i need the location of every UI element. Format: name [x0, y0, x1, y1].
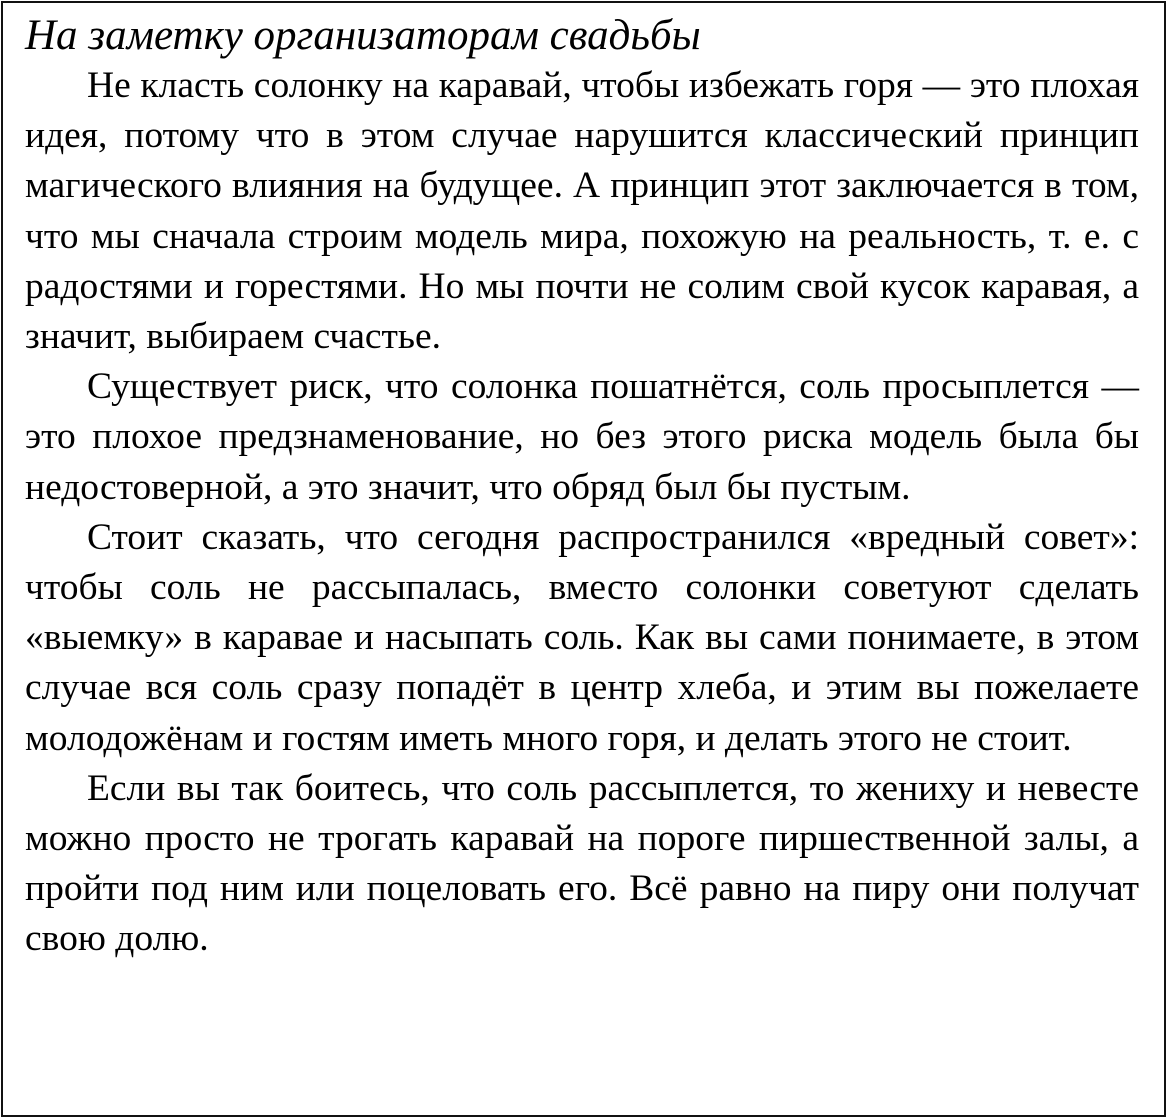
paragraph-2: Существует риск, что солонка пошатнётся, соль просыплется — это плохое предзнаменование, но без этого риска модель была бы недостоверной, а это значит, что обряд был бы пустым.	[25, 366, 1139, 508]
paragraph-4: Если вы так боитесь, что соль рассыплется, то жениху и невесте можно просто не трогать каравай на пороге пиршественной залы, а пройти под ним или поцеловать его. Всё равно на пиру они получат свою долю.	[25, 767, 1139, 960]
paragraph-1: Не класть солонку на каравай, чтобы избежать горя — это плохая идея, потому что в этом случае нарушится классический принцип магического влияния на будущее. А принцип этот заключается в том, что мы сначала строим модель мира, похожую на реальность, т. е. с радостями и горестями. Но мы почти не солим свой кусок каравая, а значит, выбираем счастье.	[25, 65, 1139, 358]
note-title: На заметку организаторам свадьбы	[25, 12, 701, 59]
note-box	[1, 1, 1166, 1117]
paragraph-3: Стоит сказать, что сегодня распространился «вредный совет»: чтобы соль не рассыпалась, вместо солонки советуют сделать «выемку» в каравае и насыпать соль. Как вы сами понимаете, в этом случае вся соль сразу попадёт в центр хлеба, и этим вы пожелаете молодожёнам и гостям иметь много горя, и делать этого не стоит.	[25, 516, 1139, 759]
